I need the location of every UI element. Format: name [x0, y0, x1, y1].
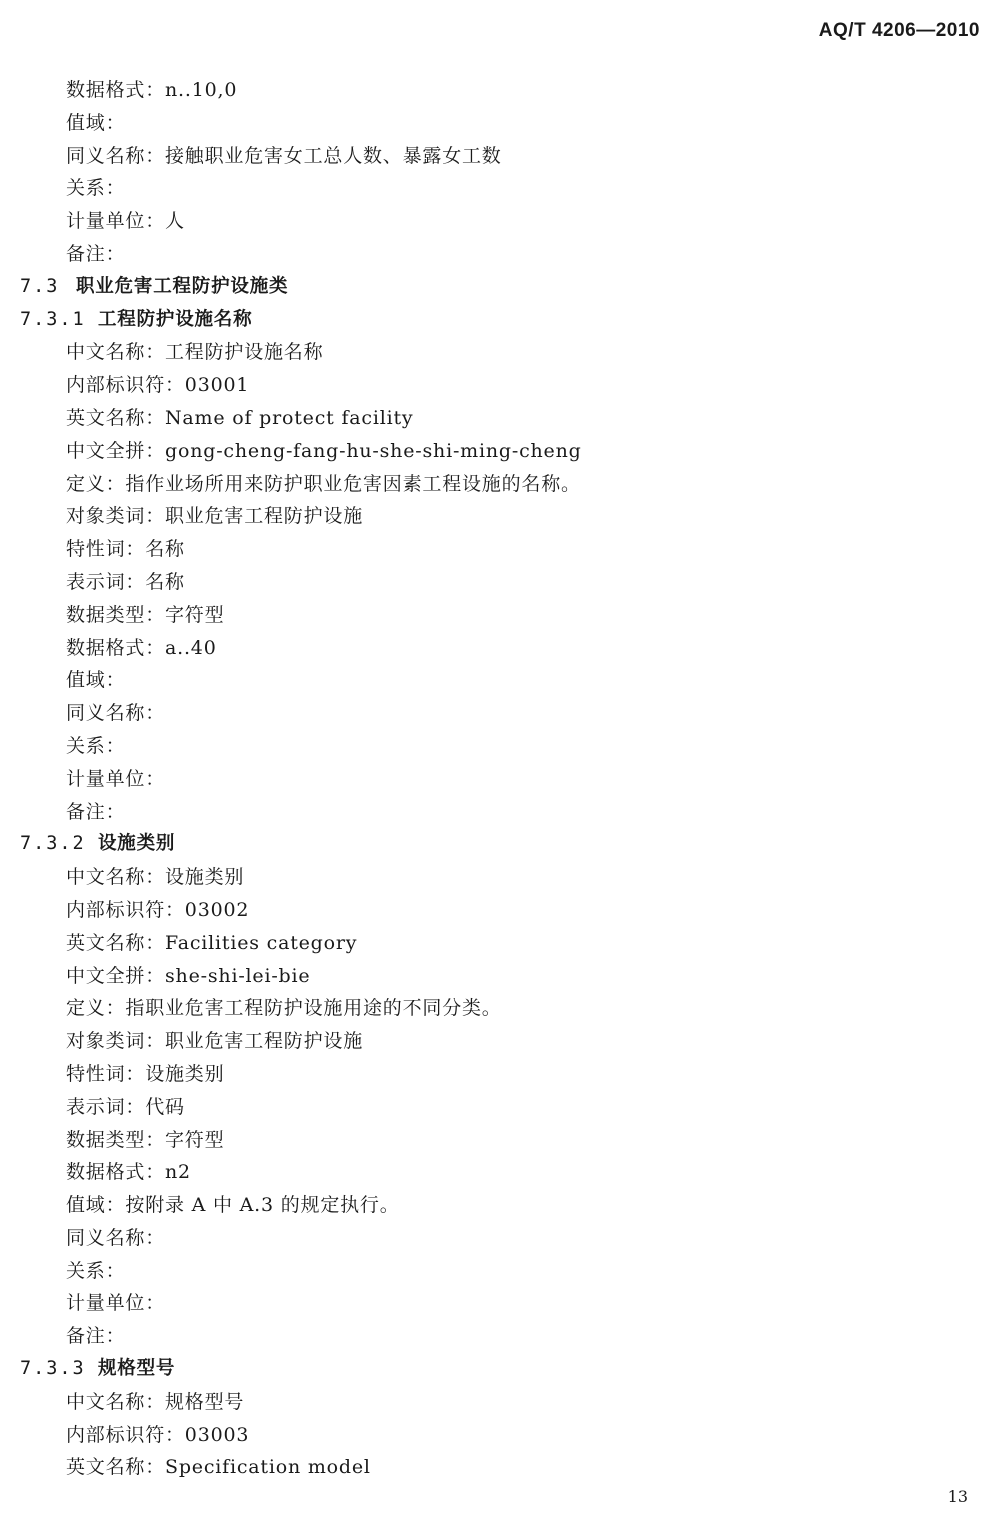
field-line: 关系： — [66, 177, 126, 200]
field-line: 同义名称：接触职业危害女工总人数、暴露女工数 — [66, 144, 502, 167]
field-line: 中文全拼：gong-cheng-fang-hu-she-shi-ming-cheng — [66, 439, 582, 462]
field-line: 内部标识符：03003 — [66, 1423, 250, 1446]
field-line: 英文名称：Name of protect facility — [66, 406, 414, 429]
standard-code: AQ/T 4206—2010 — [818, 20, 980, 41]
field-line: 特性词：名称 — [66, 538, 185, 561]
field-line: 数据格式：n..10,0 — [66, 79, 238, 101]
field-line: 数据格式：a..40 — [66, 636, 217, 659]
field-line: 值域：按附录 A 中 A.3 的规定执行。 — [66, 1194, 400, 1217]
field-line: 计量单位： — [66, 767, 166, 790]
field-line: 值域： — [66, 111, 126, 134]
section-title: 职业危害工程防护设施类 — [76, 275, 289, 297]
section-title: 工程防护设施名称 — [98, 308, 253, 330]
field-line: 内部标识符：03001 — [66, 374, 250, 397]
field-line: 英文名称：Facilities category — [66, 931, 358, 954]
section-number: 7.3.3 — [20, 1358, 86, 1380]
field-line: 数据类型：字符型 — [66, 603, 225, 626]
document-body — [0, 74, 1002, 1484]
field-line: 数据格式：n2 — [66, 1161, 191, 1184]
field-line: 计量单位： — [66, 1292, 166, 1315]
field-line: 特性词：设施类别 — [66, 1062, 225, 1085]
field-line: 同义名称： — [66, 1226, 166, 1249]
field-line: 数据类型：字符型 — [66, 1128, 225, 1151]
field-line: 中文名称：工程防护设施名称 — [66, 341, 324, 364]
field-line: 中文全拼：she-shi-lei-bie — [66, 964, 311, 987]
field-line: 关系： — [66, 1259, 126, 1282]
field-line: 表示词：名称 — [66, 570, 185, 593]
field-line: 表示词：代码 — [66, 1095, 185, 1118]
field-line: 对象类词：职业危害工程防护设施 — [66, 1030, 364, 1053]
field-line: 值域： — [66, 669, 126, 692]
field-line: 备注： — [66, 1325, 126, 1348]
field-line: 定义：指作业场所用来防护职业危害因素工程设施的名称。 — [66, 472, 581, 495]
section-number: 7.3.2 — [20, 833, 86, 855]
field-line: 计量单位：人 — [66, 210, 185, 233]
section-heading — [0, 828, 1002, 861]
section-number: 7.3 — [20, 275, 60, 297]
field-line: 内部标识符：03002 — [66, 898, 250, 921]
section-heading — [0, 1353, 1002, 1386]
section-heading — [0, 271, 1002, 304]
field-line: 定义：指职业危害工程防护设施用途的不同分类。 — [66, 997, 502, 1020]
field-line: 备注： — [66, 800, 126, 823]
field-line: 同义名称： — [66, 702, 166, 725]
field-line: 中文名称：规格型号 — [66, 1390, 245, 1413]
section-heading — [0, 304, 1002, 337]
field-line: 关系： — [66, 734, 126, 757]
section-title: 设施类别 — [98, 833, 176, 855]
field-line: 中文名称：设施类别 — [66, 866, 245, 889]
page-number: 13 — [947, 1487, 968, 1506]
field-line: 英文名称：Specification model — [66, 1456, 371, 1479]
section-title: 规格型号 — [98, 1358, 176, 1380]
field-line: 备注： — [66, 242, 126, 265]
section-number: 7.3.1 — [20, 308, 86, 330]
field-line: 对象类词：职业危害工程防护设施 — [66, 505, 364, 528]
